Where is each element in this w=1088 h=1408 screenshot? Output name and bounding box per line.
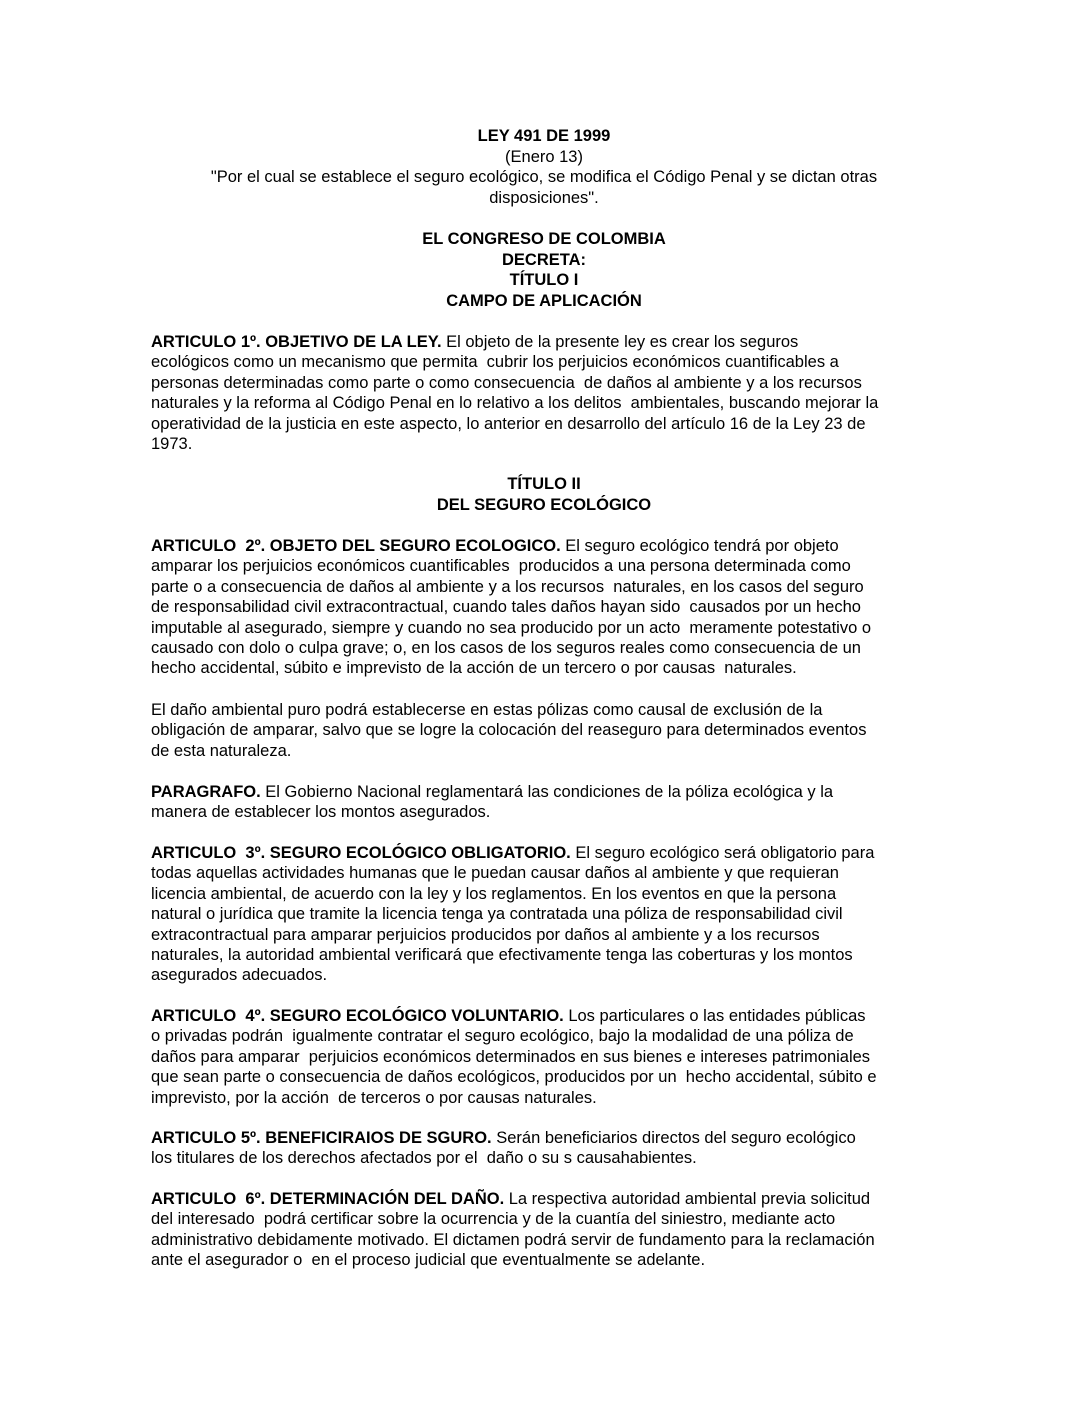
title-2-heading: TÍTULO II (507, 475, 581, 493)
article-6 (151, 1189, 951, 1271)
article-text: amparar los perjuicios económicos cuantificables producidos a una persona determinada como (151, 557, 851, 576)
article-text: naturales y la reforma al Código Penal en lo relativo a los delitos ambientales, buscando mejorar la (151, 394, 879, 413)
law-header (140, 126, 948, 208)
article-text: Los particulares o las entidades públicas (563, 1007, 866, 1025)
article-text: daños para amparar perjuicios económicos determinados en sus bienes e intereses patrimoniales (151, 1047, 871, 1066)
congress-heading: EL CONGRESO DE COLOMBIA (422, 230, 666, 248)
article-1 (151, 332, 951, 454)
article-text: parte o a consecuencia de daños al ambiente y a los recursos naturales, en los casos del seguro (151, 577, 864, 596)
article-4 (151, 1006, 951, 1108)
article-text: manera de establecer los montos asegurados. (151, 803, 491, 822)
article-text: asegurados adecuados. (151, 966, 328, 985)
article-text: los titulares de los derechos afectados por el daño o su s causahabientes. (151, 1149, 697, 1168)
article-text: La respectiva autoridad ambiental previa solicitud (504, 1190, 871, 1208)
article-text: que sean parte o consecuencia de daños ecológicos, producidos por un hecho accidental, súbito e (151, 1068, 877, 1087)
title-2-name: DEL SEGURO ECOLÓGICO (436, 495, 652, 514)
article-text: de responsabilidad civil extracontractual, cuando tales daños hayan sido causados por un hecho (151, 598, 861, 617)
article-heading: ARTICULO 1º. OBJETIVO DE LA LEY. (151, 333, 442, 351)
article-text: personas determinadas como parte o como consecuencia de daños al ambiente y a los recursos (151, 373, 862, 392)
article-text: imputable al asegurado, siempre y cuando no sea producido por un acto meramente potestativo o (151, 618, 872, 637)
article-5 (151, 1128, 951, 1169)
article-text: naturales, la autoridad ambiental verificará que efectivamente tenga las coberturas y los montos (151, 945, 853, 964)
article-heading: PARAGRAFO. (151, 783, 261, 801)
article-2-exclusion (151, 700, 951, 761)
article-text: ante el asegurador o en el proceso judicial que eventualmente se adelante. (151, 1251, 706, 1270)
article-text: extracontractual para amparar perjuicios producidos por daños al ambiente y a los recursos (151, 925, 820, 944)
article-text: natural o jurídica que tramite la licencia tenga ya contratada una póliza de responsabilidad civil (151, 905, 843, 924)
article-heading: ARTICULO 6º. DETERMINACIÓN DEL DAÑO. (151, 1190, 505, 1208)
article-text: El seguro ecológico tendrá por objeto (560, 537, 839, 555)
law-date: (Enero 13) (505, 147, 583, 166)
decreta-heading: DECRETA: (501, 250, 587, 269)
article-text: causado con dolo o culpa grave; o, en los casos de los seguros reales como consecuencia de un (151, 638, 861, 657)
title-1-heading: TÍTULO I (509, 271, 579, 289)
article-text: administrativo debidamente motivado. El dictamen podrá servir de fundamento para la reclamación (151, 1230, 875, 1249)
article-3 (151, 843, 951, 986)
article-heading: ARTICULO 3º. SEGURO ECOLÓGICO OBLIGATORIO. (151, 844, 571, 862)
article-text: del interesado podrá certificar sobre la ocurrencia y de la cuantía del siniestro, mediante acto (151, 1210, 836, 1229)
law-subtitle-line: "Por el cual se establece el seguro ecológico, se modifica el Código Penal y se dictan otras (210, 168, 878, 186)
article-heading: ARTICULO 5º. BENEFICIRAIOS DE SGURO. (151, 1129, 492, 1147)
article-text: imprevisto, por la acción de terceros o por causas naturales. (151, 1088, 597, 1107)
preamble (140, 229, 948, 311)
article-text: ecológicos como un mecanismo que permita cubrir los perjuicios económicos cuantificables a (151, 353, 839, 372)
article-text: hecho accidental, súbito e imprevisto de la acción de un tercero o por causas naturales. (151, 659, 797, 678)
article-text: o privadas podrán igualmente contratar el seguro ecológico, bajo la modalidad de una póliza de (151, 1027, 854, 1046)
title-1-name: CAMPO DE APLICACIÓN (446, 291, 642, 310)
law-subtitle-line: disposiciones". (489, 188, 599, 207)
article-text: licencia ambiental, de acuerdo con la ley y los reglamentos. En los eventos en que la persona (151, 884, 837, 903)
article-text: El daño ambiental puro podrá establecerse en estas pólizas como causal de exclusión de la (151, 701, 823, 719)
article-text: 1973. (151, 434, 193, 453)
article-text: operatividad de la justicia en este aspecto, lo anterior en desarrollo del artículo 16 de la Ley 23 de (151, 414, 866, 433)
article-text: todas aquellas actividades humanas que le puedan causar daños al ambiente y que requieran (151, 864, 839, 883)
article-text: El seguro ecológico será obligatorio para (570, 844, 875, 862)
article-heading: ARTICULO 2º. OBJETO DEL SEGURO ECOLOGICO. (151, 537, 561, 555)
title-2 (140, 474, 948, 515)
article-2 (151, 536, 951, 679)
article-text: de esta naturaleza. (151, 741, 292, 760)
paragrafo (151, 782, 951, 823)
article-heading: ARTICULO 4º. SEGURO ECOLÓGICO VOLUNTARIO. (151, 1007, 564, 1025)
article-text: El objeto de la presente ley es crear los seguros (441, 333, 799, 351)
law-title: LEY 491 DE 1999 (477, 127, 611, 145)
article-text: Serán beneficiarios directos del seguro ecológico (491, 1129, 856, 1147)
article-text: El Gobierno Nacional reglamentará las condiciones de la póliza ecológica y la (260, 783, 834, 801)
article-text: obligación de amparar, salvo que se logre la colocación del reaseguro para determinados eventos (151, 721, 867, 740)
